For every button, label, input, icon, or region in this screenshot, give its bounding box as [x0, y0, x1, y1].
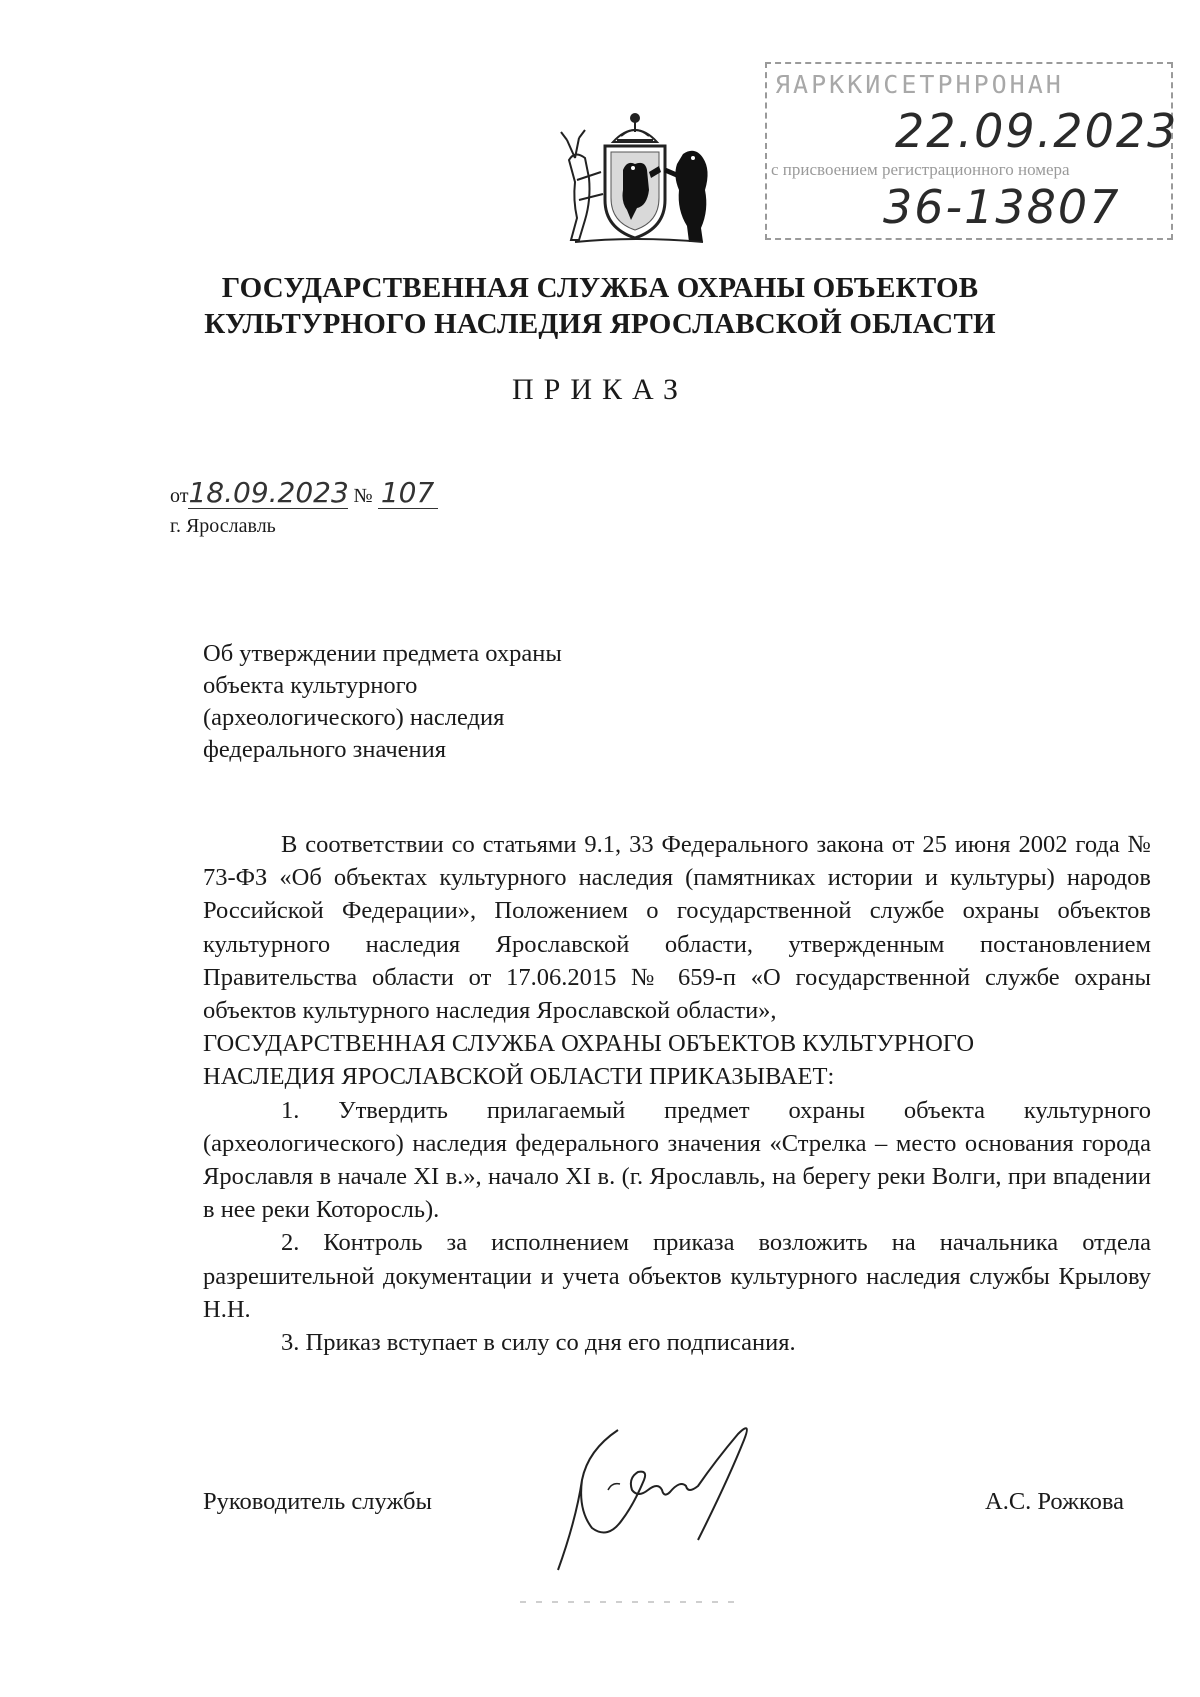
subject-line-2: объекта культурного: [203, 672, 418, 699]
order-item-3: 3. Приказ вступает в силу со дня его подписания.: [281, 1329, 796, 1357]
subject-line-1: Об утверждении предмета охраны: [203, 640, 562, 667]
organization-title: [0, 270, 1200, 342]
from-label: от: [170, 485, 189, 507]
stamp-date: 22.09.2023: [895, 104, 1179, 158]
preamble-paragraph: В соответствии со статьями 9.1, 33 Федерального закона от 25 июня 2002 года № 73-ФЗ «Об объектах культурного наследия (памятниках истории и культуры) народов Российской Федерации», Положением о государственной службе охраны объектов культурного наследия Ярославской области, утвержденным постановлением Правительства области от 17.06.2015 № 659-п «О государственной службе охраны объектов культурного наследия Ярославской области»,: [203, 831, 1151, 1025]
subject-line-4: федерального значения: [203, 736, 447, 763]
number-label: №: [353, 485, 373, 507]
city: г. Ярославль: [170, 515, 276, 537]
coat-of-arms-icon: [555, 110, 715, 245]
scan-artifact-line: [520, 1600, 735, 1604]
document-body: [203, 828, 1151, 1359]
signatory-name: А.С. Рожкова: [985, 1488, 1125, 1515]
document-type: ПРИКАЗ: [512, 373, 688, 406]
order-item-2: 2. Контроль за исполнением приказа возложить на начальника отдела разрешительной документации и учета объектов культурного наследия службы Крылову Н.Н.: [203, 1229, 1151, 1323]
document-date: 18.09.2023: [188, 476, 349, 509]
org-title-line-1: ГОСУДАРСТВЕННАЯ СЛУЖБА ОХРАНЫ ОБЪЕКТОВ: [221, 272, 979, 304]
order-line-1: ГОСУДАРСТВЕННАЯ СЛУЖБА ОХРАНЫ ОБЪЕКТОВ КУЛЬТУРНОГО: [203, 1030, 975, 1058]
stamp-number: 36-13807: [883, 180, 1121, 234]
document-subject: [203, 638, 723, 766]
document-meta: [170, 478, 438, 541]
handwritten-signature: [548, 1420, 818, 1580]
date-number-line: [170, 478, 438, 511]
order-item-1: 1. Утвердить прилагаемый предмет охраны объекта культурного (археологического) наследия федерального значения «Стрелка – место основания города Ярославля в начале XI в.», начало XI в. (г. Ярославль, на берегу реки Волги, при впадении в нее реки Которосль).: [203, 1096, 1151, 1224]
order-line-2: НАСЛЕДИЯ ЯРОСЛАВСКОЙ ОБЛАСТИ ПРИКАЗЫВАЕТ:: [203, 1063, 835, 1091]
stamp-caption: с присвоением регистрационного номера: [771, 160, 1070, 179]
stamp-org-text: ЯАРККИСЕТРНРОНАН: [775, 70, 1064, 98]
signatory-position: Руководитель службы: [203, 1488, 432, 1515]
org-title-line-2: КУЛЬТУРНОГО НАСЛЕДИЯ ЯРОСЛАВСКОЙ ОБЛАСТИ: [204, 308, 996, 340]
subject-line-3: (археологического) наследия: [203, 704, 505, 731]
document-number: 107: [378, 478, 438, 509]
registration-stamp: [765, 62, 1179, 242]
